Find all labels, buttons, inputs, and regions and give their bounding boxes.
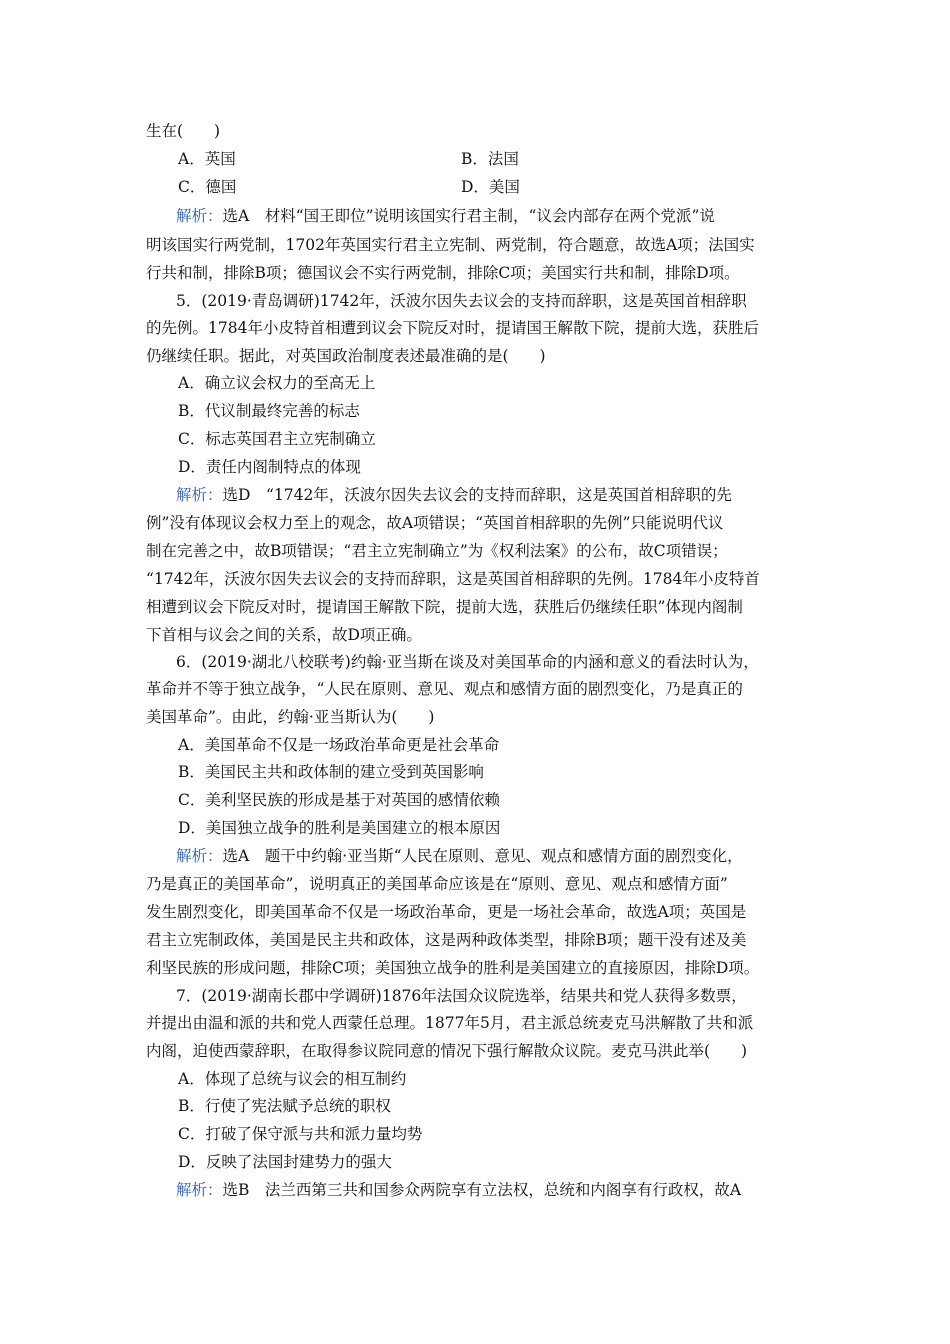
q7-stem-line: 并提出由温和派的共和党人西蒙任总理。1877年5月，君主派总统麦克马洪解散了共和派: [146, 1014, 754, 1032]
q6-stem-line: 美国革命”。由此，约翰·亚当斯认为( ): [146, 708, 435, 726]
q5-option-a: A．确立议会权力的至高无上: [178, 374, 376, 392]
q6-analysis-line: 解析：选A 题干中约翰·亚当斯“人民在原则、意见、观点和感情方面的剧烈变化，: [176, 847, 743, 865]
q6-option-b: B．美国民主共和政体制的建立受到英国影响: [178, 763, 484, 781]
q7-option-a: A．体现了总统与议会的相互制约: [178, 1070, 407, 1088]
q6-analysis-line: 利坚民族的形成问题，排除C项；美国独立战争的胜利是美国建立的直接原因，排除D项。: [146, 959, 760, 977]
q7-analysis-line: 解析：选B 法兰西第三共和国参众两院享有立法权，总统和内阁享有行政权，故A: [176, 1181, 742, 1199]
q4-option-c: C．德国: [178, 178, 237, 196]
q6-analysis-line: 君主立宪制政体，美国是民主共和政体，这是两种政体类型，排除B项；题干没有述及美: [146, 931, 747, 949]
analysis-label: 解析：: [176, 207, 223, 225]
q4-option-b: B．法国: [461, 150, 519, 168]
q6-option-c: C．美利坚民族的形成是基于对英国的感情依赖: [178, 791, 500, 809]
q6-analysis-line: 乃是真正的美国革命”，说明真正的美国革命应该是在“原则、意见、观点和感情方面”: [146, 875, 728, 893]
analysis-label: 解析：: [176, 847, 223, 865]
q7-stem-line: 内阁，迫使西蒙辞职，在取得参议院同意的情况下强行解散众议院。麦克马洪此举( ): [146, 1042, 748, 1060]
q6-stem-line: 革命并不等于独立战争，“人民在原则、意见、观点和感情方面的剧烈变化，乃是真正的: [146, 680, 743, 698]
q7-option-c: C．打破了保守派与共和派力量均势: [178, 1125, 423, 1143]
q5-option-b: B．代议制最终完善的标志: [178, 402, 360, 420]
q6-analysis-line: 发生剧烈变化，即美国革命不仅是一场政治革命，更是一场社会革命，故选A项；英国是: [146, 903, 747, 921]
q6-stem-line: 6．(2019·湖北八校联考)约翰·亚当斯在谈及对美国革命的内涵和意义的看法时认为，: [176, 653, 759, 671]
q5-stem-line: 的先例。1784年小皮特首相遭到议会下院反对时，提请国王解散下院，提前大选，获胜后: [146, 319, 759, 337]
q5-stem-line: 5．(2019·青岛调研)1742年，沃波尔因失去议会的支持而辞职，这是英国首相辞职: [176, 292, 747, 310]
q7-option-b: B．行使了宪法赋予总统的职权: [178, 1097, 391, 1115]
q7-option-d: D．反映了法国封建势力的强大: [178, 1153, 392, 1171]
q5-analysis-line: 相遭到议会下院反对时，提请国王解散下院，提前大选，获胜后仍继续任职”体现内阁制: [146, 598, 743, 616]
q5-analysis-line: 下首相与议会之间的关系，故D项正确。: [146, 626, 422, 644]
q6-option-a: A．美国革命不仅是一场政治革命更是社会革命: [178, 736, 500, 754]
q5-option-c: C．标志英国君主立宪制确立: [178, 430, 376, 448]
q5-analysis-line: “1742年，沃波尔因失去议会的支持而辞职，这是英国首相辞职的先例。1784年小皮特首: [146, 570, 760, 588]
q4-option-a: A．英国: [178, 150, 236, 168]
q5-analysis-line: 例”没有体现议会权力至上的观念，故A项错误；“英国首相辞职的先例”只能说明代议: [146, 514, 724, 532]
q4-analysis-line: 行共和制，排除B项；德国议会不实行两党制，排除C项；美国实行共和制，排除D项。: [146, 264, 740, 282]
q4-analysis-line: 明该国实行两党制，1702年英国实行君主立宪制、两党制，符合题意，故选A项；法国实: [146, 236, 755, 254]
q7-stem-line: 7．(2019·湖南长郡中学调研)1876年法国众议院选举，结果共和党人获得多数票，: [176, 987, 747, 1005]
q4-analysis-line: 解析：选A 材料“国王即位”说明该国实行君主制，“议会内部存在两个党派”说: [176, 207, 715, 225]
q4-stem-tail: 生在( ): [146, 122, 221, 140]
q5-analysis-line: 解析：选D “1742年，沃波尔因失去议会的支持而辞职，这是英国首相辞职的先: [176, 486, 732, 504]
q6-option-d: D．美国独立战争的胜利是美国建立的根本原因: [178, 819, 501, 837]
q5-option-d: D．责任内阁制特点的体现: [178, 458, 361, 476]
q5-stem-line: 仍继续任职。据此，对英国政治制度表述最准确的是( ): [146, 347, 546, 365]
analysis-label: 解析：: [176, 486, 223, 504]
analysis-label: 解析：: [176, 1181, 223, 1199]
q5-analysis-line: 制在完善之中，故B项错误；“君主立宪制确立”为《权利法案》的公布，故C项错误；: [146, 542, 728, 560]
q4-option-d: D．美国: [461, 178, 520, 196]
